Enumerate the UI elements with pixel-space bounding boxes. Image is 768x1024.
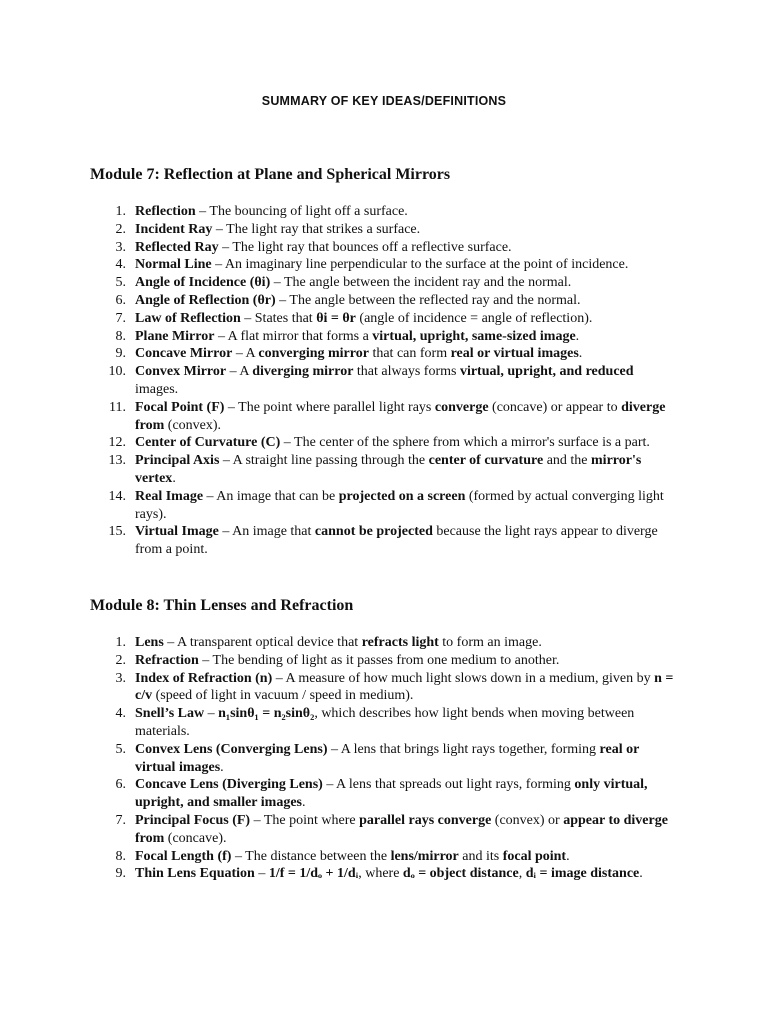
list-item-text <box>135 488 679 524</box>
definition-text: (concave) or appear to <box>488 399 622 415</box>
list-item <box>90 310 690 328</box>
definition-text: – The light ray that strikes a surface. <box>212 221 421 237</box>
definition-text: – A <box>232 346 259 362</box>
term-bold: Convex Lens (Converging Lens) <box>135 741 328 757</box>
list-item-text <box>135 634 679 652</box>
list-item <box>90 256 690 274</box>
term-bold: Angle of Incidence (θi) <box>135 275 271 291</box>
list-item-number: 7. <box>115 310 126 326</box>
list-item-number: 9. <box>115 346 126 362</box>
list-item <box>90 221 690 239</box>
definition-text: because the light rays appear to diverge from a point. <box>135 524 658 558</box>
list-item-text <box>135 292 679 310</box>
term-bold: Center of Curvature (C) <box>135 435 281 451</box>
definition-text: – The angle between the incident ray and the normal. <box>270 275 572 291</box>
list-item-text <box>135 203 679 221</box>
definition-list <box>90 634 690 883</box>
term-bold: Principal Axis <box>135 453 220 469</box>
definition-text: – A lens that brings light rays together, forming <box>327 741 600 757</box>
list-item-text <box>135 812 679 848</box>
list-item-text <box>135 865 679 883</box>
list-item-number: 6. <box>115 777 126 793</box>
term-bold: virtual, upright, and reduced <box>459 364 634 380</box>
list-item <box>90 741 690 777</box>
list-item-number: 12. <box>108 435 126 451</box>
document-title: SUMMARY OF KEY IDEAS/DEFINITIONS <box>261 94 507 108</box>
list-item-number: 14. <box>108 488 126 504</box>
section-heading: Module 7: Reflection at Plane and Spherical Mirrors <box>90 166 451 183</box>
definition-text: – The distance between the <box>231 848 391 864</box>
definition-text: – The angle between the reflected ray and the normal. <box>275 292 581 308</box>
term-bold: Focal Length (f) <box>135 848 232 864</box>
definition-text: (concave). <box>164 830 227 846</box>
definition-text: – <box>204 706 219 722</box>
list-item-number: 2. <box>115 652 126 668</box>
definition-text: and its <box>458 848 503 864</box>
term-bold: Incident Ray <box>135 221 213 237</box>
term-bold: 1/f = 1/dₒ + 1/dᵢ <box>268 866 359 882</box>
definition-text: . <box>566 848 570 864</box>
list-item-text <box>135 434 679 452</box>
term-bold: dᵢ = image distance <box>525 866 640 882</box>
term-bold: Principal Focus (F) <box>135 812 251 828</box>
definition-text: – The bending of light as it passes from one medium to another. <box>198 652 560 668</box>
list-item <box>90 203 690 221</box>
definition-text: – The point where parallel light rays <box>224 399 435 415</box>
list-item-text <box>135 652 679 670</box>
definition-text: . <box>220 759 224 775</box>
term-bold: converging mirror <box>258 346 369 362</box>
definition-text: – The point where <box>250 812 360 828</box>
list-item <box>90 634 690 652</box>
definition-text: that always forms <box>353 364 460 380</box>
definition-text: – A transparent optical device that <box>163 635 362 650</box>
definition-text: (convex) or <box>491 812 564 828</box>
term-bold: parallel rays converge <box>359 812 492 828</box>
list-item-number: 4. <box>115 257 126 273</box>
list-item <box>90 399 690 435</box>
list-item-text <box>135 776 679 812</box>
list-item <box>90 848 690 866</box>
term-bold: Angle of Reflection (θr) <box>135 292 276 308</box>
list-item-text <box>135 848 679 866</box>
term-bold: virtual, upright, same-sized image <box>372 328 576 344</box>
list-item-text <box>135 363 679 399</box>
term-bold: Snell’s Law <box>135 706 205 722</box>
list-item <box>90 488 690 524</box>
list-item-number: 15. <box>108 524 126 540</box>
definition-text: . <box>578 346 583 362</box>
list-item-text <box>135 328 679 346</box>
definition-text: that can form <box>368 346 451 362</box>
term-bold: only virtual, upright, and smaller images <box>135 777 648 811</box>
term-bold: Law of Reflection <box>135 310 241 326</box>
term-bold: diverging mirror <box>252 364 354 380</box>
definition-text: . <box>639 866 643 882</box>
list-item-number: 1. <box>115 635 126 650</box>
term-bold: Normal Line <box>135 257 212 273</box>
list-item <box>90 345 690 363</box>
list-item-number: 5. <box>115 275 126 291</box>
definition-text: – A measure of how much light slows down in a medium, given by <box>272 670 655 686</box>
term-bold: appear to diverge from <box>135 812 668 846</box>
term-bold: dₒ = object distance <box>402 866 519 882</box>
list-item <box>90 363 690 399</box>
section-module-7 <box>90 164 690 559</box>
term-bold: Refraction <box>135 652 199 668</box>
list-item-number: 6. <box>115 292 126 308</box>
definition-text: and the <box>543 453 592 469</box>
definition-text: to form an image. <box>438 635 542 650</box>
definition-text: – The light ray that bounces off a reflective surface. <box>218 239 512 255</box>
list-item-number: 13. <box>108 453 126 469</box>
list-item-text <box>135 221 679 239</box>
term-bold: Plane Mirror <box>135 328 215 344</box>
list-item <box>90 523 690 559</box>
definition-text: (formed by actual converging light rays). <box>135 488 664 522</box>
list-item <box>90 812 690 848</box>
term-bold: θi = θr <box>316 310 356 326</box>
list-item-number: 3. <box>115 670 126 686</box>
term-bold: diverge from <box>135 399 666 433</box>
term-bold: n = c/v <box>135 670 674 704</box>
section-module-8 <box>90 595 690 883</box>
list-item <box>90 705 690 741</box>
list-item-text <box>135 345 679 363</box>
list-item <box>90 274 690 292</box>
list-item-number: 3. <box>115 239 126 255</box>
definition-text: – The bouncing of light off a surface. <box>195 204 408 219</box>
term-bold: mirror's vertex <box>135 453 642 486</box>
definition-text: (speed of light in vacuum / speed in medium). <box>152 688 414 704</box>
term-bold: Real Image <box>135 488 204 504</box>
term-bold: Virtual Image <box>135 524 219 540</box>
definition-text: – <box>254 866 269 882</box>
list-item-text <box>135 452 679 488</box>
list-item-text <box>135 399 679 435</box>
definition-text: . <box>301 795 306 811</box>
list-item <box>90 776 690 812</box>
term-bold: Reflected Ray <box>135 239 219 255</box>
list-item <box>90 652 690 670</box>
definition-text: . <box>172 470 176 486</box>
term-bold: converge <box>434 399 489 415</box>
term-bold: Thin Lens Equation <box>135 866 255 882</box>
term-bold: lens/mirror <box>390 848 459 864</box>
list-item-number: 2. <box>115 221 126 237</box>
section-heading: Module 8: Thin Lenses and Refraction <box>90 597 354 614</box>
definition-list <box>90 203 690 559</box>
list-item-text <box>135 705 679 741</box>
term-bold: real or virtual images <box>135 741 640 775</box>
list-item-text <box>135 523 679 559</box>
term-bold: refracts light <box>361 635 439 650</box>
list-item-text <box>135 310 679 328</box>
definition-text: – A straight line passing through the <box>219 453 429 469</box>
term-bold: Concave Lens (Diverging Lens) <box>135 777 323 793</box>
list-item-number: 1. <box>115 204 126 219</box>
term-bold: Index of Refraction (n) <box>135 670 273 686</box>
term-bold: real or virtual images <box>450 346 579 362</box>
term-bold: Reflection <box>135 204 196 219</box>
term-bold: focal point <box>502 848 567 864</box>
list-item-number: 4. <box>115 706 126 722</box>
definition-text: images. <box>135 381 179 397</box>
definition-text: – A lens that spreads out light rays, forming <box>322 777 575 793</box>
list-item-number: 11. <box>109 399 126 415</box>
definition-text: – A <box>226 364 253 380</box>
term-bold: Concave Mirror <box>135 346 233 362</box>
list-item <box>90 292 690 310</box>
list-item-text <box>135 741 679 777</box>
list-item-number: 10. <box>108 364 126 380</box>
definition-text: . <box>575 328 580 344</box>
definition-text: , which describes how light bends when moving between materials. <box>135 706 635 739</box>
definition-text: , where <box>358 866 403 882</box>
list-item-text <box>135 274 679 292</box>
list-item-text <box>135 670 679 706</box>
list-item-text <box>135 256 679 274</box>
term-bold: cannot be projected <box>314 524 433 540</box>
term-bold: Lens <box>135 635 164 650</box>
list-item-number: 9. <box>115 866 126 882</box>
definition-text: , <box>518 866 526 882</box>
list-item-number: 8. <box>115 848 126 864</box>
list-item <box>90 670 690 706</box>
definition-text: – States that <box>240 310 317 326</box>
term-bold: center of curvature <box>428 453 544 469</box>
definition-text: – An imaginary line perpendicular to the surface at the point of incidence. <box>211 257 629 273</box>
list-item-number: 8. <box>115 328 126 344</box>
definition-text: – A flat mirror that forms a <box>214 328 373 344</box>
list-item <box>90 865 690 883</box>
list-item-number: 7. <box>115 812 126 828</box>
term-bold: Focal Point (F) <box>135 399 225 415</box>
definition-text: (convex). <box>164 417 222 433</box>
list-item <box>90 434 690 452</box>
definition-text: (angle of incidence = angle of reflection). <box>355 310 593 326</box>
term-bold: projected on a screen <box>338 488 466 504</box>
definition-text: – The center of the sphere from which a mirror's surface is a part. <box>280 435 650 451</box>
list-item <box>90 452 690 488</box>
term-bold: Convex Mirror <box>135 364 227 380</box>
list-item-text <box>135 239 679 257</box>
list-item <box>90 239 690 257</box>
term-bold: n₁sinθ₁ = n₂sinθ₂ <box>218 706 315 722</box>
list-item <box>90 328 690 346</box>
list-item-number: 5. <box>115 741 126 757</box>
definition-text: – An image that <box>218 524 315 540</box>
definition-text: – An image that can be <box>203 488 339 504</box>
